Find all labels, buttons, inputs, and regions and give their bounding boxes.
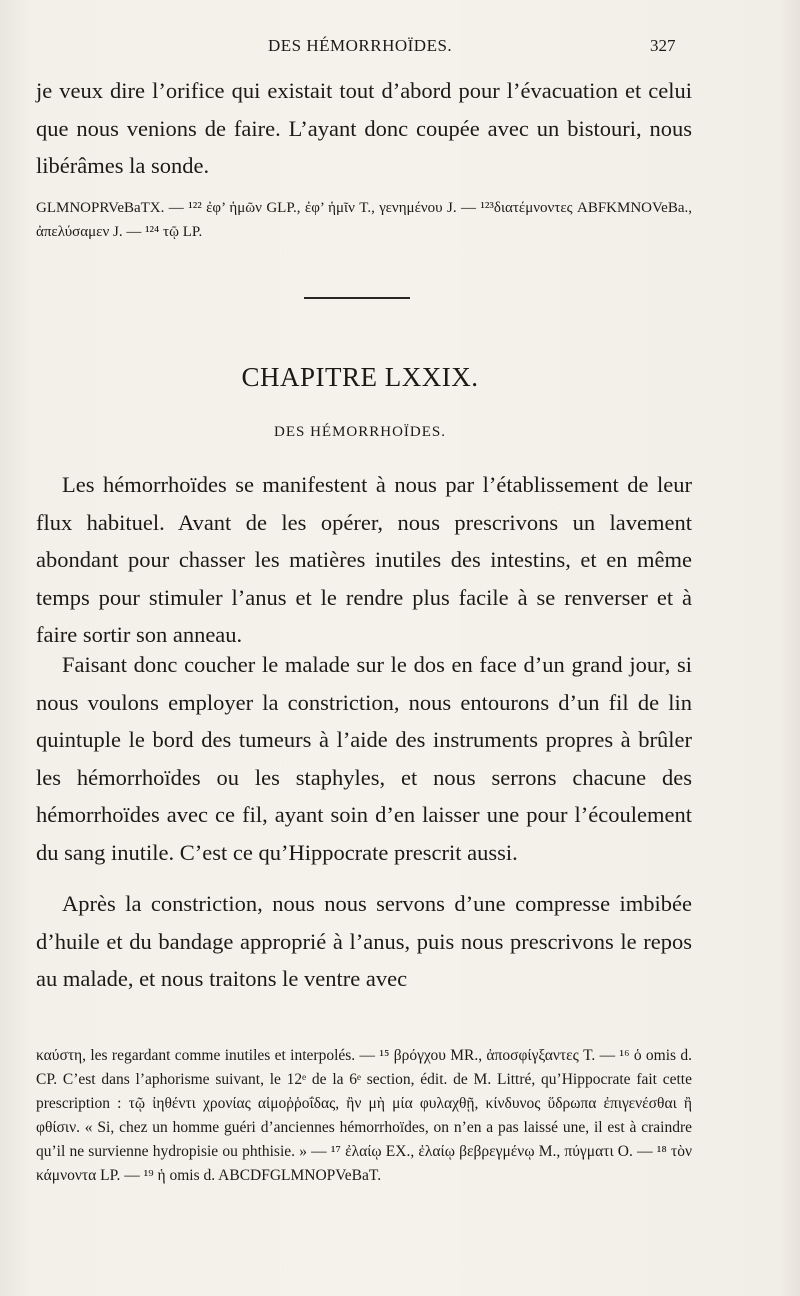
- paragraph-3: Après la constriction, nous nous servons d’une compresse imbibée d’huile et du bandage approprié à l’anus, puis nous prescrivons le repos au malade, et nous traitons le ventre avec: [36, 891, 692, 991]
- running-head: [0, 36, 800, 60]
- page-number: 327: [650, 36, 676, 55]
- variant-notes-top: GLMNOPRVeBaTX. — ¹²² ἐφ’ ἡμῶν GLP., ἐφ’ ἡμῖν T., γενημένου J. — ¹²³διατέμνοντες ABFKMNOVeBa., ἀπελύσαμεν J. — ¹²⁴ τῷ LP.: [36, 200, 692, 240]
- running-title: DES HÉMORRHOÏDES.: [268, 36, 453, 55]
- continued-paragraph: je veux dire l’orifice qui existait tout d’abord pour l’évacuation et celui que nous venions de faire. L’ayant donc coupée avec un bistouri, nous libérâmes la sonde.: [36, 78, 692, 178]
- section-divider: [304, 297, 410, 299]
- chapter-subtitle: DES HÉMORRHOÏDES.: [273, 424, 446, 440]
- paragraph-2: Faisant donc coucher le malade sur le dos en face d’un grand jour, si nous voulons employer la constriction, nous entourons d’un fil de lin quintuple le bord des tumeurs à l’aide des instruments propres à brûler les hémorrhoïdes ou les staphyles, et nous serrons chacune des hémorrhoïdes avec ce fil, ayant soin d’en laisser une pour l’écoulement du sang inutile. C’est ce qu’Hippocrate prescrit aussi.: [36, 652, 692, 865]
- chapter-title: CHAPITRE LXXIX.: [241, 362, 479, 392]
- footnotes: καύστη, les regardant comme inutiles et interpolés. — ¹⁵ βρόγχου MR., ἀποσφίγξαντες T. — ¹⁶ ὁ omis d. CP. C’est dans l’aphorisme suivant, le 12ᵉ de la 6ᵉ section, édit. de M. Littré, qu’Hippocrate fait cette prescription : τῷ ἰηθέντι χρονίας αἱμοῤῥοΐδας, ἢν μὴ μία φυλαχθῇ, κίνδυνος ὕδρωπα ἐπιγενέσθαι ἢ φθίσιν. « Si, chez un homme guéri d’anciennes hémorrhoïdes, on n’en a pas laissé une, il est à craindre qu’il ne survienne hydropisie ou phthisie. » — ¹⁷ ἐλαίῳ EX., ἐλαίῳ βεβρεγμένῳ M., πύγματι O. — ¹⁸ τὸν κάμνοντα LP. — ¹⁹ ἡ omis d. ABCDFGLMNOPVeBaT.: [36, 1047, 692, 1184]
- paragraph-1: Les hémorrhoïdes se manifestent à nous par l’établissement de leur flux habituel. Avant de les opérer, nous prescrivons un lavement abondant pour chasser les matières inutiles des intestins, et en même temps pour stimuler l’anus et le rendre plus facile à se renverser et à faire sortir son anneau.: [36, 472, 692, 647]
